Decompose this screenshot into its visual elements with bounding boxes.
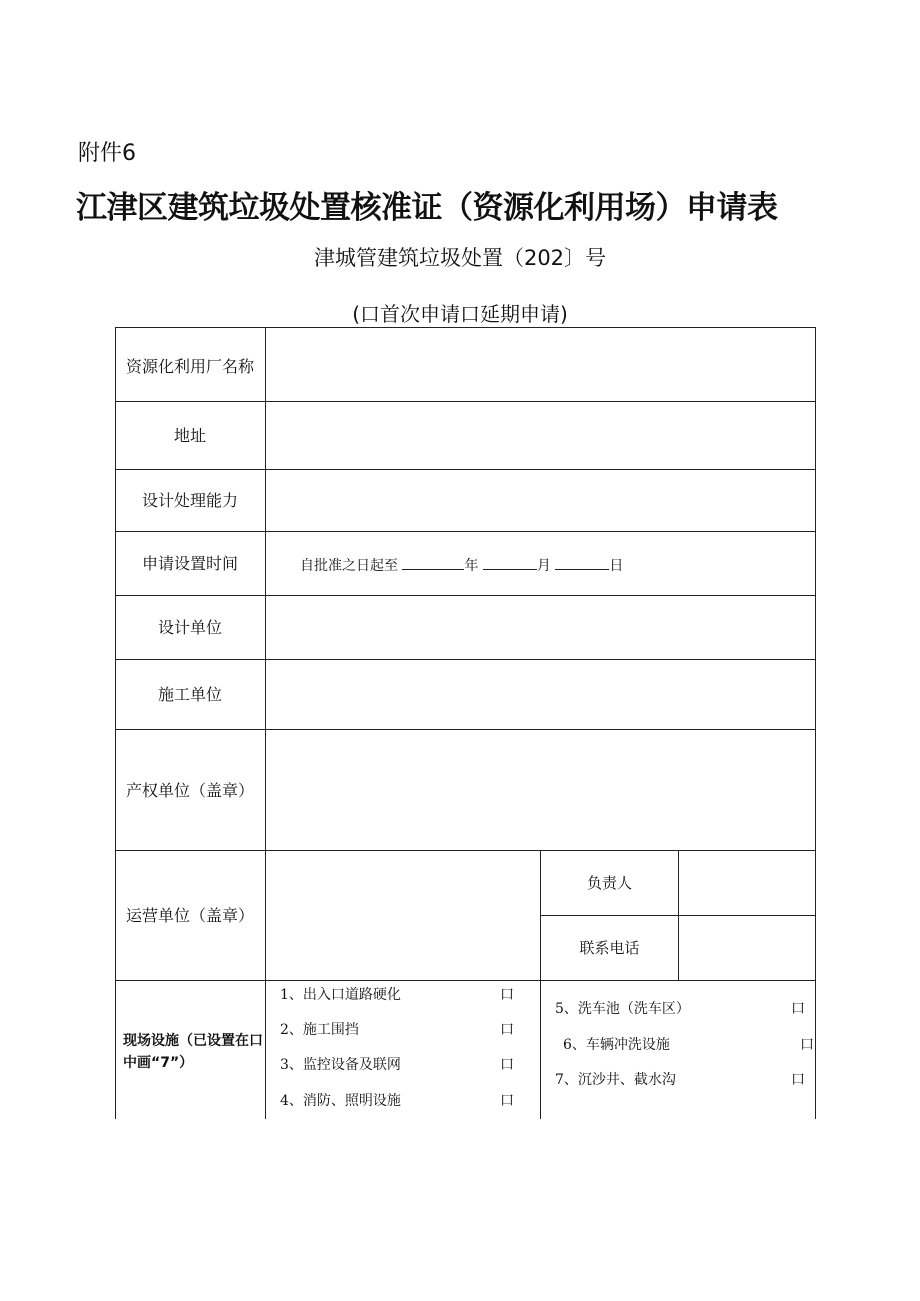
day-input[interactable]: [555, 557, 609, 570]
design-unit-label: 设计单位: [157, 618, 222, 637]
day-label: 日: [609, 558, 624, 574]
facility-item: 7、沉沙井、截水沟: [555, 1072, 676, 1088]
facility-item: 1、出入口道路硬化: [280, 987, 401, 1003]
facility-checkbox[interactable]: 口: [800, 1037, 814, 1053]
capacity-label: 设计处理能力: [141, 491, 238, 510]
apply-time-label: 申请设置时间: [141, 554, 238, 573]
month-label: 月: [536, 558, 551, 574]
document-number: 津城管建筑垃圾处置（202〕号: [313, 246, 607, 270]
apply-time-value: [300, 555, 623, 575]
construction-unit-label: 施工单位: [157, 685, 222, 704]
facility-checkbox[interactable]: 口: [500, 1022, 514, 1038]
row-divider: [115, 980, 816, 981]
facility-item: 4、消防、照明设施: [280, 1093, 401, 1109]
year-input[interactable]: [402, 557, 464, 570]
apply-time-prefix: 自批准之日起至: [300, 558, 398, 574]
month-input[interactable]: [483, 557, 537, 570]
address-label: 地址: [173, 426, 206, 445]
column-divider: [265, 327, 266, 1119]
phone-label: 联系电话: [579, 938, 640, 957]
facility-item: 5、洗车池（洗车区）: [555, 1001, 690, 1017]
facility-checkbox[interactable]: 口: [791, 1001, 805, 1017]
facility-checkbox[interactable]: 口: [500, 1093, 514, 1109]
year-label: 年: [464, 558, 479, 574]
facility-checkbox[interactable]: 口: [500, 1057, 514, 1073]
plant-name-label: 资源化利用厂名称: [125, 357, 254, 376]
facility-item: 6、车辆冲洗设施: [563, 1037, 670, 1053]
person-in-charge-label: 负责人: [586, 873, 632, 892]
facility-item: 3、监控设备及联网: [280, 1057, 401, 1073]
attachment-label: 附件6: [78, 141, 136, 166]
application-type: (口首次申请口延期申请): [352, 302, 568, 326]
property-unit-label: 产权单位（盖章）: [125, 780, 254, 800]
column-divider: [678, 850, 679, 980]
facilities-label: 现场设施（已设置在口中画“7”）: [123, 1033, 263, 1071]
facility-checkbox[interactable]: 口: [500, 987, 514, 1003]
form-title: 江津区建筑垃圾处置核准证（资源化利用场）申请表: [76, 190, 778, 226]
facility-checkbox[interactable]: 口: [791, 1072, 805, 1088]
operating-unit-label: 运营单位（盖章）: [125, 906, 254, 925]
facility-item: 2、施工围挡: [280, 1022, 359, 1038]
